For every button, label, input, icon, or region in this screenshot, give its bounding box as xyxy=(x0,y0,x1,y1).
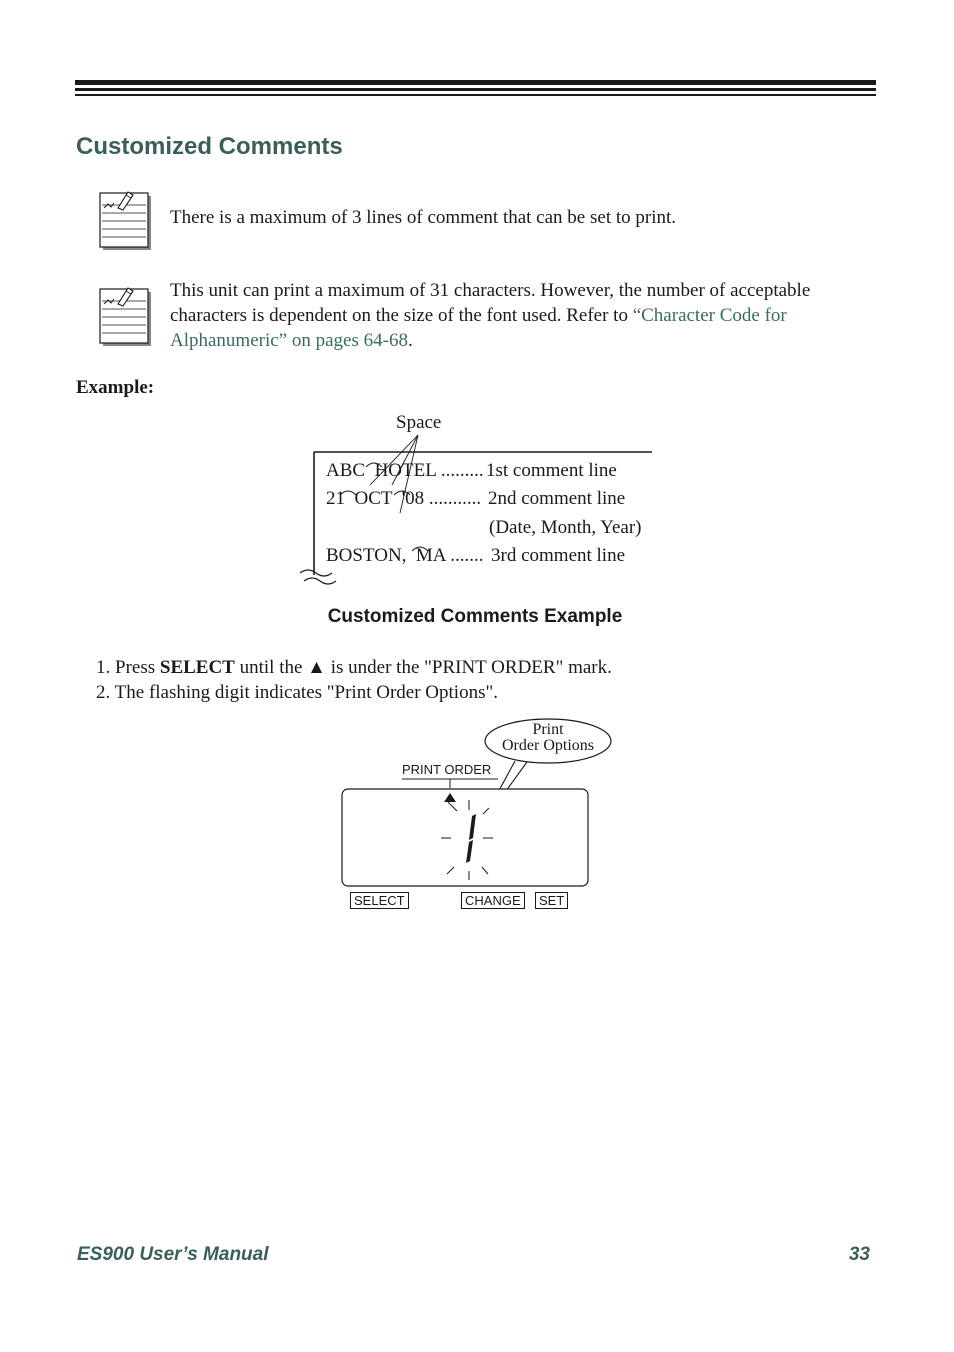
print-order-mark: PRINT ORDER xyxy=(402,762,492,777)
note-pad-icon xyxy=(98,284,154,348)
comment-line-1-text: ABC HOTEL ......... xyxy=(326,460,484,481)
select-key-name: SELECT xyxy=(159,657,235,678)
select-button[interactable]: SELECT xyxy=(350,892,409,909)
header-rule-thin xyxy=(75,94,876,96)
figure-caption: Customized Comments Example xyxy=(327,606,623,627)
note-text-2-body: This unit can print a maximum of 31 characters. However, the number of acceptable characters is dependent on the size of the font used. Refer to xyxy=(170,280,811,326)
space-label: Space xyxy=(396,412,442,433)
step-1 xyxy=(96,655,612,680)
set-button[interactable]: SET xyxy=(535,892,568,909)
step-1-suffix: is under the "PRINT ORDER" mark. xyxy=(325,657,612,678)
change-button[interactable]: CHANGE xyxy=(461,892,525,909)
footer-manual-title: ES900 User’s Manual xyxy=(77,1244,269,1265)
footer-page-number: 33 xyxy=(848,1244,870,1265)
step-1-mid: until the xyxy=(234,657,308,678)
comment-line-2-text: 21 OCT '08 ........... xyxy=(326,488,482,509)
triangle-icon: ▲ xyxy=(307,657,326,678)
note-pad-icon xyxy=(98,188,154,252)
comment-line-2-note: (Date, Month, Year) xyxy=(489,517,642,538)
comment-line-2-desc: 2nd comment line xyxy=(488,488,626,509)
header-rule-thick xyxy=(75,80,876,85)
character-code-link[interactable]: “Character Code for Alphanumeric” on pages 64-68 xyxy=(170,305,787,351)
note-text-1: There is a maximum of 3 lines of comment that can be set to print. xyxy=(170,207,677,228)
comment-line-3-text: BOSTON, MA ....... xyxy=(326,545,484,566)
comment-line-3-desc: 3rd comment line xyxy=(491,545,626,566)
callout-line-1: Print xyxy=(532,721,564,738)
note-text-2-end: . xyxy=(407,330,413,351)
example-label: Example: xyxy=(76,377,155,398)
callout-text xyxy=(485,722,611,754)
section-title: Customized Comments xyxy=(76,133,343,160)
comment-line-1-desc: 1st comment line xyxy=(486,460,617,481)
header-rule-mid xyxy=(75,88,876,91)
step-1-prefix: 1. Press xyxy=(96,657,160,678)
note-text-2 xyxy=(170,278,870,353)
example-figure xyxy=(290,405,670,590)
step-2: 2. The flashing digit indicates "Print Order Options". xyxy=(96,682,498,703)
callout-line-2: Order Options xyxy=(502,737,594,754)
display-figure xyxy=(335,716,625,916)
